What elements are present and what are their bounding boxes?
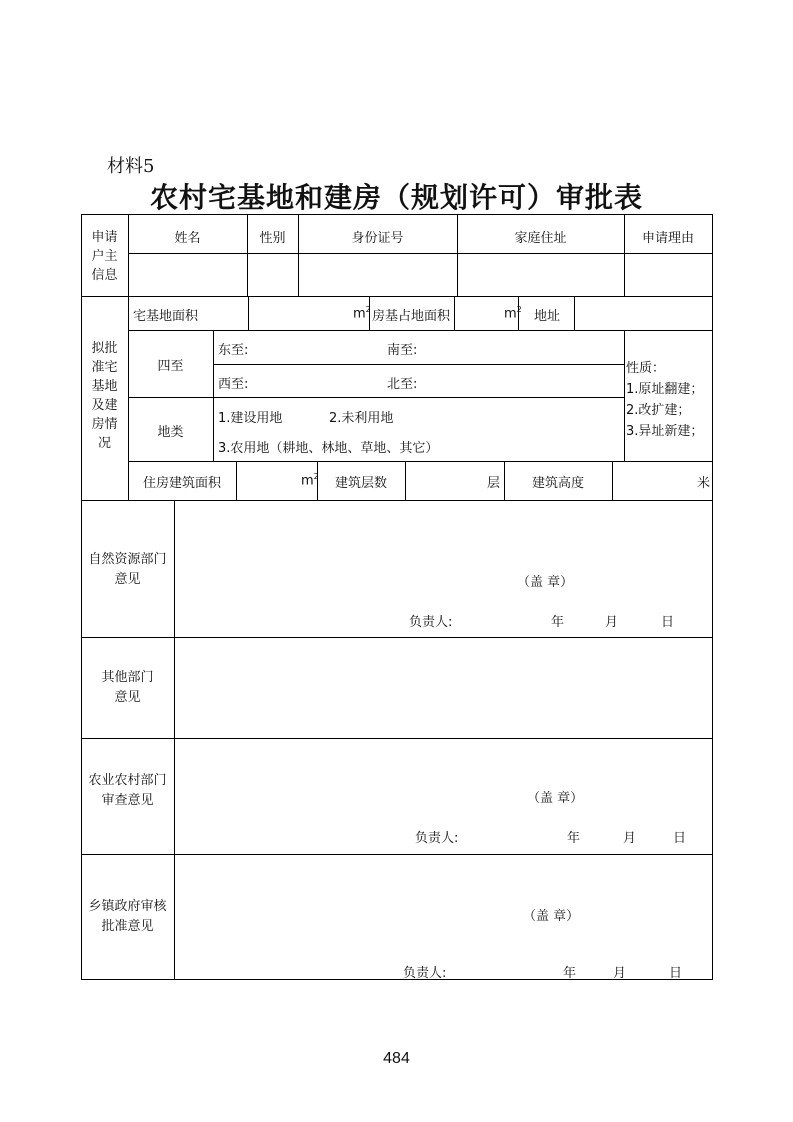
south-boundary-label: 南至:	[387, 343, 418, 358]
approval-section-label: 拟批 准宅 基地 及建 房情 况	[91, 341, 118, 451]
year-label: 年	[567, 831, 581, 846]
month-label: 月	[623, 831, 637, 846]
day-label: 日	[673, 831, 687, 846]
north-boundary-label: 北至:	[387, 377, 418, 392]
col-header-reason: 申请理由	[641, 231, 694, 246]
gender-field[interactable]	[248, 254, 298, 296]
homestead-area-unit: $m^2$	[353, 305, 371, 322]
col-header-gender: 性别	[259, 231, 286, 246]
year-label: 年	[563, 966, 577, 981]
site-address-label: 地址	[534, 309, 561, 324]
row-divider	[81, 854, 713, 855]
footprint-area-unit: $m^2$	[504, 305, 522, 322]
day-label: 日	[669, 966, 683, 981]
township-opinion-label: 乡镇政府审核 批准意见	[88, 899, 167, 934]
height-unit: 米	[697, 476, 711, 491]
land-type-option-construction[interactable]: 1.建设用地	[218, 411, 283, 426]
east-boundary-label: 东至:	[218, 343, 249, 358]
building-area-label: 住房建筑面积	[142, 476, 221, 491]
township-opinion-area[interactable]	[176, 856, 711, 978]
approval-form-table	[81, 214, 713, 979]
year-label: 年	[551, 615, 565, 630]
north-boundary-field[interactable]	[426, 365, 623, 397]
opinion-col-divider	[174, 500, 175, 979]
col-header-address: 家庭住址	[514, 231, 567, 246]
applicant-section-label: 申请 户主 信息	[91, 230, 118, 283]
name-field[interactable]	[129, 254, 247, 296]
homestead-area-field[interactable]	[249, 297, 354, 330]
seal-label: （盖 章）	[527, 791, 584, 806]
homestead-area-label: 宅基地面积	[133, 309, 199, 324]
floors-field[interactable]	[406, 462, 484, 500]
row-divider	[81, 738, 713, 739]
col-header-name: 姓名	[174, 231, 201, 246]
other-departments-opinion-area[interactable]	[176, 639, 711, 737]
land-type-option-unused[interactable]: 2.未利用地	[329, 411, 394, 426]
material-label: 材料5	[107, 156, 155, 177]
month-label: 月	[605, 615, 619, 630]
address-field[interactable]	[458, 254, 624, 296]
col-divider	[624, 330, 625, 462]
table-border-right	[712, 214, 713, 980]
responsible-label: 负责人:	[403, 966, 447, 981]
site-address-field[interactable]	[575, 297, 712, 330]
height-label: 建筑高度	[531, 476, 584, 491]
nature-option-expand[interactable]: 2.改扩建；	[626, 403, 691, 418]
building-area-field[interactable]	[237, 462, 299, 500]
seal-label: （盖 章）	[517, 575, 574, 590]
form-title: 农村宅基地和建房（规划许可）审批表	[149, 181, 643, 214]
table-border-left	[81, 214, 82, 980]
row-divider	[81, 637, 713, 638]
nature-option-rebuild[interactable]: 1.原址翻建；	[626, 382, 704, 397]
west-boundary-label: 西至:	[218, 377, 249, 392]
footprint-area-field[interactable]	[455, 297, 503, 330]
agriculture-opinion-label: 农业农村部门 审查意见	[88, 773, 167, 808]
nature-title: 性质：	[626, 361, 666, 376]
nature-option-relocate[interactable]: 3.异址新建；	[626, 424, 704, 439]
reason-field[interactable]	[625, 254, 712, 296]
day-label: 日	[661, 615, 675, 630]
responsible-label: 负责人:	[409, 615, 453, 630]
boundaries-label: 四至	[157, 359, 184, 374]
row-divider	[128, 397, 625, 398]
floors-unit: 层	[487, 476, 501, 491]
col-header-id-number: 身份证号	[351, 231, 404, 246]
floors-label: 建筑层数	[334, 476, 387, 491]
land-type-label: 地类	[157, 425, 184, 440]
natural-resources-opinion-label: 自然资源部门 意见	[88, 552, 167, 587]
seal-label: （盖 章）	[523, 909, 580, 924]
height-field[interactable]	[613, 462, 695, 500]
col-divider	[213, 330, 214, 462]
id-number-field[interactable]	[299, 254, 457, 296]
east-boundary-field[interactable]	[256, 331, 384, 364]
south-boundary-field[interactable]	[426, 331, 623, 364]
month-label: 月	[613, 966, 627, 981]
other-departments-opinion-label: 其他部门 意见	[101, 670, 154, 705]
page-number: 484	[383, 1050, 410, 1067]
building-area-unit: $m^2$	[301, 472, 319, 489]
table-border-top	[81, 214, 713, 215]
land-type-option-agricultural[interactable]: 3.农用地（耕地、林地、草地、其它）	[218, 441, 439, 456]
row-divider	[128, 330, 713, 331]
responsible-label: 负责人:	[415, 831, 459, 846]
row-divider	[81, 500, 713, 501]
footprint-area-label: 房基占地面积	[372, 309, 451, 324]
west-boundary-field[interactable]	[256, 365, 384, 397]
